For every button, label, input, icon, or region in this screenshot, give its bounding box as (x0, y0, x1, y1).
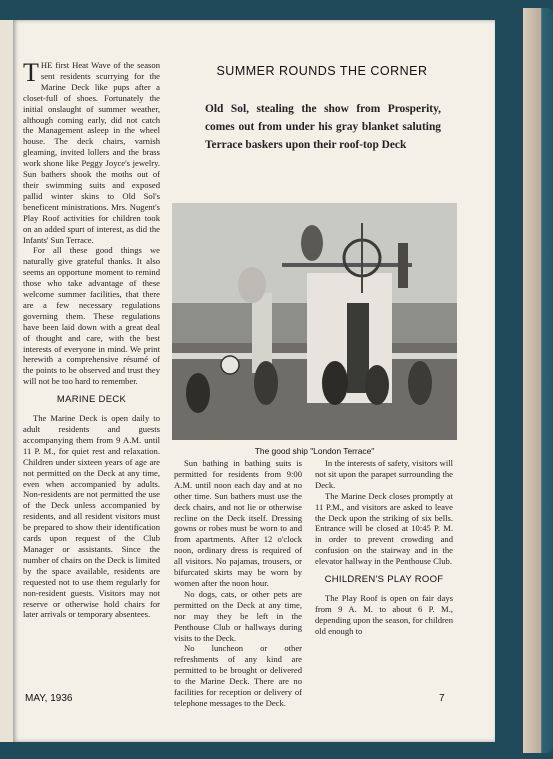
play-roof-heading: CHILDREN'S PLAY ROOF (324, 574, 444, 586)
footer-date: MAY, 1936 (25, 693, 73, 704)
drop-cap: T (23, 58, 39, 87)
marine-deck-heading: MARINE DECK (56, 394, 127, 406)
right-column (315, 458, 453, 637)
marine-deck-paragraph-4: No luncheon or other refreshments of any kind are permitted to be brought or delivered to the Marine Deck. There are no facilities for reception or delivery of telephone messages to the Deck. (174, 643, 302, 708)
page-number: 7 (439, 693, 445, 704)
photo-illustration (172, 203, 457, 440)
marine-deck-paragraph-5: In the interests of safety, visitors will not sit upon the parapet surrounding the Deck. (315, 458, 453, 490)
middle-column (174, 458, 302, 709)
marine-deck-paragraph-1: The Marine Deck is open daily to adult residents and guests accompanying them from 9 A.M. until 11 P. M., for quiet rest and relaxation. Children under sixteen years of age are not permitted on the Deck at any time, even when accompanied by adults. Non-residents are not permitted the use of the Deck unless accompanied by residents, and all resident visitors must be prepared to show their identification cards upon request of the Club Manager or assistants. Since the number of chairs on the Deck is limited by the space available, residents are requested not to use them regularly for non-resident guests. Visitors may not reserve or otherwise hold chairs for later arrivals or temporary absentees. (23, 413, 160, 620)
intro-paragraph-1: THE first Heat Wave of the season sent residents scurrying for the Marine Deck like pups after a closet-full of shoes. Fortunately the initial onslaught of summer weather, although coming early, did not catch the Management asleep in the wheel house. The deck chairs, varnish gleaming, invited lollers and the brass work shone like Peggy Joyce's jewelry. Sun bathers shook the moths out of their swimming suits and exposed pallid winter skins to Old Sol's beneficent ministrations. Mrs. Nugent's Play Roof activities for children took on an added spurt of interest, as did the Infants' Sun Terrace. (23, 58, 160, 245)
facing-page-strip (0, 20, 14, 742)
page-edges (523, 8, 553, 753)
marine-deck-paragraph-3: No dogs, cats, or other pets are permitted on the Deck at any time, nor may they be left in the Penthouse Club or hallways during visits to the Deck. (174, 588, 302, 643)
marine-deck-paragraph-6: The Marine Deck closes promptly at 11 P.M., and visitors are asked to leave the Deck upon the striking of six bells. Entrance will be closed at 10:45 P. M. in order to prevent crowding and confusion on the stairway and in the elevator hallway in the Penthouse Club. (315, 490, 453, 567)
article-title: SUMMER ROUNDS THE CORNER (216, 64, 428, 78)
roof-deck-photo (172, 203, 457, 440)
intro-column (23, 60, 160, 620)
article-deck: Old Sol, stealing the show from Prosperity, comes out from under his gray blanket saluting Terrace baskers upon their roof-top Deck (205, 103, 441, 151)
marine-deck-paragraph-2: Sun bathing in bathing suits is permitted for residents from 9:00 A.M. until noon each day and at no other time. Sun bathers must use the deck chairs, and not lie or otherwise recline on the Deck itself. Dressing gowns or robes must be worn to and from apartments. After 12 o'clock noon, ordinary dress is required of all visitors. No pajamas, trousers, or bifurcated skirts may be worn by women after the noon hour. (174, 458, 302, 588)
play-roof-paragraph-1: The Play Roof is open on fair days from 9 A. M. to about 6 P. M., depending upon the season, for children old enough to (315, 592, 453, 636)
intro-paragraph-2: For all these good things we naturally give grateful thanks. It also seems an opportune moment to remind those who take advantage of these welcome summer facilities, that there are a few necessary regulations governing them. These regulations have been laid down with a great deal of thought and care, with the best interests of everyone in mind. We print herewith a comprehensive résumé of the points to be observed and trust they will not be too hard to remember. (23, 245, 160, 387)
photo-caption: The good ship "London Terrace" (254, 446, 375, 456)
magazine-page (13, 20, 495, 742)
